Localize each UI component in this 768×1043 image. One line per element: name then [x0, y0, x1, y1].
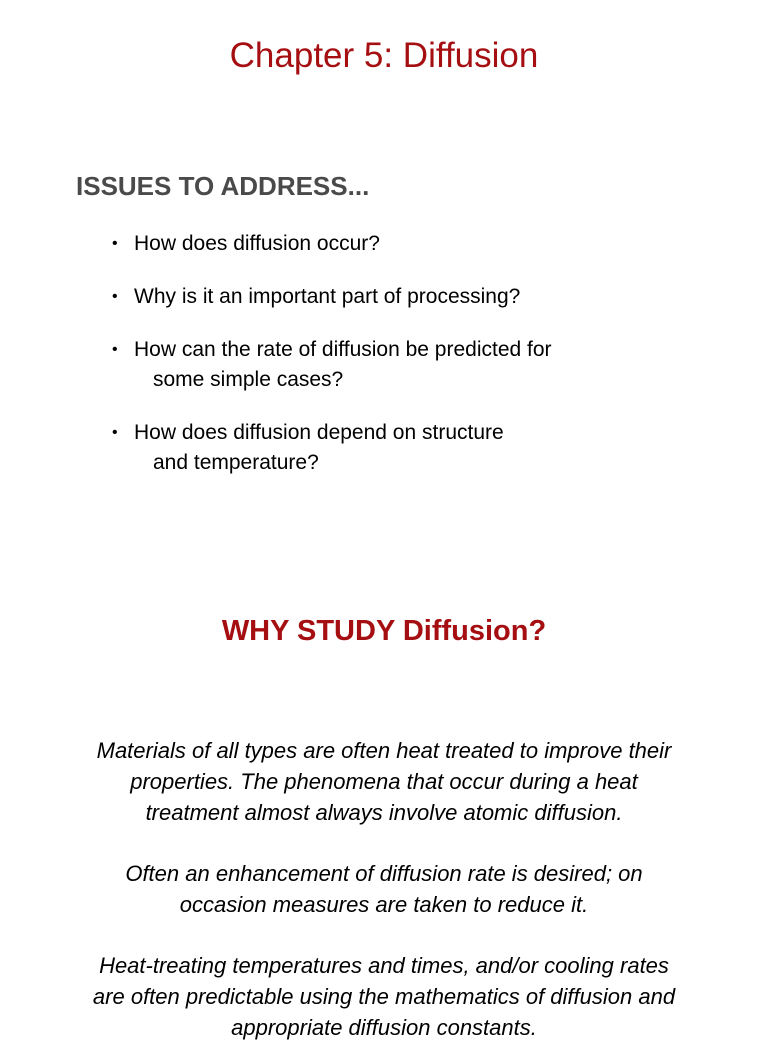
- issues-list: [108, 229, 728, 501]
- paragraph-predictable: [24, 950, 744, 1043]
- paragraph-line: are often predictable using the mathematics of diffusion and: [92, 984, 676, 1009]
- list-item-text: How does diffusion depend on structure: [134, 421, 504, 444]
- paragraph-line: Materials of all types are often heat treated to improve their: [96, 738, 672, 763]
- paragraph-line: occasion measures are taken to reduce it.: [179, 892, 589, 917]
- paragraph-diffusion-rate: [24, 858, 744, 920]
- list-item: [108, 282, 728, 312]
- bullet-icon: •: [112, 341, 118, 358]
- page-title: Chapter 5: Diffusion: [229, 36, 539, 75]
- paragraph-line: properties. The phenomena that occur during a heat: [130, 769, 638, 794]
- bullet-icon: •: [112, 235, 118, 252]
- paragraph-line: Often an enhancement of diffusion rate is desired; on: [125, 861, 643, 886]
- paragraph-heat-treatment: [24, 735, 744, 828]
- bullet-icon: •: [112, 424, 118, 441]
- paragraph-line: treatment almost always involve atomic diffusion.: [145, 800, 623, 825]
- list-item-text: Why is it an important part of processing?: [134, 285, 521, 308]
- list-item-text-continued: some simple cases?: [153, 368, 344, 391]
- list-item: [108, 335, 728, 395]
- list-item: [108, 229, 728, 259]
- list-item-text: How can the rate of diffusion be predicted for: [134, 338, 552, 361]
- why-study-heading: WHY STUDY Diffusion?: [221, 615, 547, 647]
- paragraph-line: appropriate diffusion constants.: [231, 1015, 537, 1040]
- paragraph-line: Heat-treating temperatures and times, and/or cooling rates: [99, 953, 669, 978]
- list-item-text-continued: and temperature?: [153, 451, 319, 474]
- list-item: [108, 418, 728, 478]
- issues-heading: ISSUES TO ADDRESS...: [76, 171, 370, 201]
- bullet-icon: •: [112, 288, 118, 305]
- list-item-text: How does diffusion occur?: [134, 232, 380, 255]
